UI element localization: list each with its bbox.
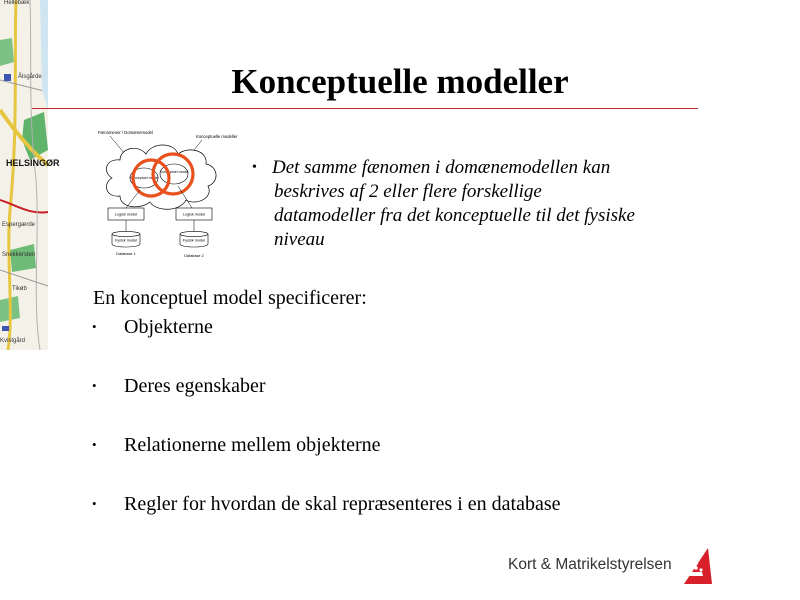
concept-diagram xyxy=(90,128,240,268)
callout-line: datamodeller fra det konceptuelle til det fysiske xyxy=(274,205,635,226)
title-rule xyxy=(32,108,698,109)
domain-cloud-shape xyxy=(106,145,216,209)
map-label: Ålsgårde xyxy=(18,74,42,80)
map-label: Snekkersten xyxy=(2,252,36,258)
callout-line: Det samme fænomen i domænemodellen kan xyxy=(272,157,611,178)
crown-logo-icon xyxy=(680,546,714,586)
map-label: Hellebæk xyxy=(4,0,30,6)
diagram-cloud-label-left: Konceptuel model xyxy=(129,176,159,180)
list-item-text: Relationerne mellem objekterne xyxy=(124,434,381,456)
list-item xyxy=(90,434,561,493)
diagram-box-label-right: Logisk model xyxy=(182,212,206,217)
diagram-db-label-right: Fysisk model xyxy=(182,238,206,243)
diagram-cloud-label-right: Konceptuel model xyxy=(159,170,189,174)
list-item xyxy=(90,493,561,552)
map-label: Tikøb xyxy=(12,286,27,292)
slide-title: Konceptuelle modeller xyxy=(231,62,569,101)
bullet-dot: • xyxy=(252,160,257,175)
intro-text: En konceptuel model specificerer: xyxy=(93,287,367,309)
bullet-dot: • xyxy=(92,496,97,511)
diagram-label-domain: Fænomener / Domænemodel xyxy=(98,130,153,135)
diagram-db-caption-right: Database 2 xyxy=(184,254,204,258)
map-label: Kvistgård xyxy=(0,338,26,344)
map-strip-image xyxy=(0,0,60,350)
callout-bullet xyxy=(252,156,712,252)
list-item xyxy=(90,375,561,434)
bullet-list xyxy=(90,316,561,552)
logo-text: Kort & Matrikelstyrelsen xyxy=(508,556,672,573)
map-label: HELSINGØR xyxy=(6,158,60,168)
callout-line: beskrives af 2 eller flere forskellige xyxy=(274,181,542,202)
diagram-db-caption-left: Database 1 xyxy=(116,252,136,256)
diagram-box-label-left: Logisk model xyxy=(114,212,138,217)
list-item-text: Objekterne xyxy=(124,316,213,338)
list-item-text: Regler for hvordan de skal repræsenteres i en database xyxy=(124,493,561,515)
list-item xyxy=(90,316,561,375)
diagram-db-label-left: Fysisk model xyxy=(114,238,138,243)
list-item-text: Deres egenskaber xyxy=(124,375,266,397)
map-label: Espergærde xyxy=(2,222,36,228)
diagram-label-conceptual: Konceptuelle modeller xyxy=(196,134,238,139)
kms-logo xyxy=(508,546,714,586)
bullet-dot: • xyxy=(92,437,97,452)
callout-line: niveau xyxy=(274,229,325,250)
bullet-dot: • xyxy=(92,319,97,334)
bullet-dot: • xyxy=(92,378,97,393)
